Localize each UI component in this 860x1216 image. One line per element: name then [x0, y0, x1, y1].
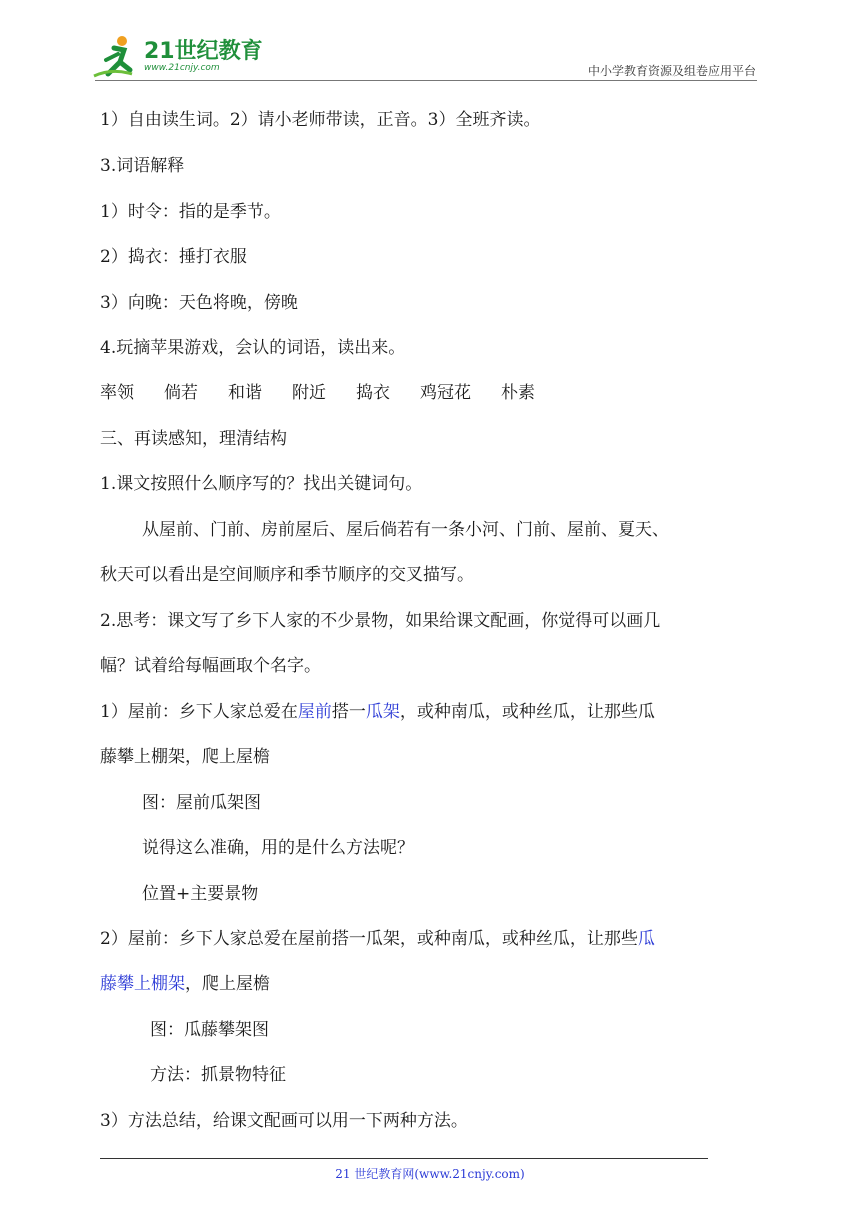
paragraph	[100, 701, 655, 723]
header-divider	[95, 80, 757, 81]
logo-title: 21世纪教育	[144, 39, 263, 64]
text-run: ，爬上屋檐	[185, 974, 270, 994]
runner-logo-icon	[92, 34, 142, 80]
word-item: 朴素	[501, 383, 535, 403]
word-item: 附近	[292, 383, 326, 403]
logo-url: www.21cnjy.com	[144, 63, 220, 73]
footer-divider	[100, 1158, 708, 1159]
paragraph: 秋天可以看出是空间顺序和季节顺序的交叉描写。	[100, 565, 474, 585]
word-item: 鸡冠花	[420, 383, 471, 403]
paragraph: 方法：抓景物特征	[150, 1065, 286, 1085]
paragraph	[100, 928, 655, 950]
paragraph: 位置+主要景物	[142, 884, 259, 904]
highlight-text: 瓜	[637, 929, 655, 949]
paragraph: 3）向晚：天色将晚，傍晚	[100, 293, 298, 313]
paragraph	[100, 973, 270, 995]
paragraph: 藤攀上棚架，爬上屋檐	[100, 747, 270, 767]
site-logo[interactable]	[92, 34, 267, 80]
text-run: 2）屋前：乡下人家总爱在屋前搭一瓜架，或种南瓜，或种丝瓜，让那些	[100, 929, 638, 949]
word-item: 率领	[100, 383, 134, 403]
highlight-text: 屋前	[297, 702, 332, 722]
highlight-text: 瓜架	[365, 702, 400, 722]
paragraph: 从屋前、门前、房前屋后、屋后倘若有一条小河、门前、屋前、夏天、	[142, 520, 669, 540]
paragraph: 1）时令：指的是季节。	[100, 202, 281, 222]
word-list	[100, 382, 565, 404]
word-item: 倘若	[164, 383, 198, 403]
footer-link[interactable]: 21 世纪教育网(www.21cnjy.com)	[335, 1167, 525, 1181]
paragraph: 图：瓜藤攀架图	[150, 1020, 269, 1040]
section-heading: 4.玩摘苹果游戏，会认的词语，读出来。	[100, 338, 406, 358]
paragraph: 1）自由读生词。2）请小老师带读，正音。3）全班齐读。	[100, 110, 541, 130]
text-run: 搭一	[331, 702, 366, 722]
paragraph: 说得这么准确，用的是什么方法呢？	[142, 838, 414, 858]
page-header	[0, 0, 860, 90]
paragraph: 幅？试着给每幅画取个名字。	[100, 656, 321, 676]
paragraph: 3）方法总结，给课文配画可以用一下两种方法。	[100, 1111, 468, 1131]
section-heading: 3.词语解释	[100, 156, 185, 176]
text-run: ，或种南瓜，或种丝瓜，让那些瓜	[399, 702, 655, 722]
text-run: 1）屋前：乡下人家总爱在	[100, 702, 298, 722]
paragraph: 图：屋前瓜架图	[142, 793, 261, 813]
word-item: 捣衣	[356, 383, 390, 403]
section-heading: 三、再读感知，理清结构	[100, 429, 287, 449]
highlight-text: 藤攀上棚架	[100, 974, 185, 994]
paragraph: 1.课文按照什么顺序写的？找出关键词句。	[100, 474, 423, 494]
word-item: 和谐	[228, 383, 262, 403]
platform-name: 中小学教育资源及组卷应用平台	[587, 64, 756, 78]
paragraph: 2.思考：课文写了乡下人家的不少景物，如果给课文配画，你觉得可以画几	[100, 611, 661, 631]
paragraph: 2）捣衣：捶打衣服	[100, 247, 247, 267]
